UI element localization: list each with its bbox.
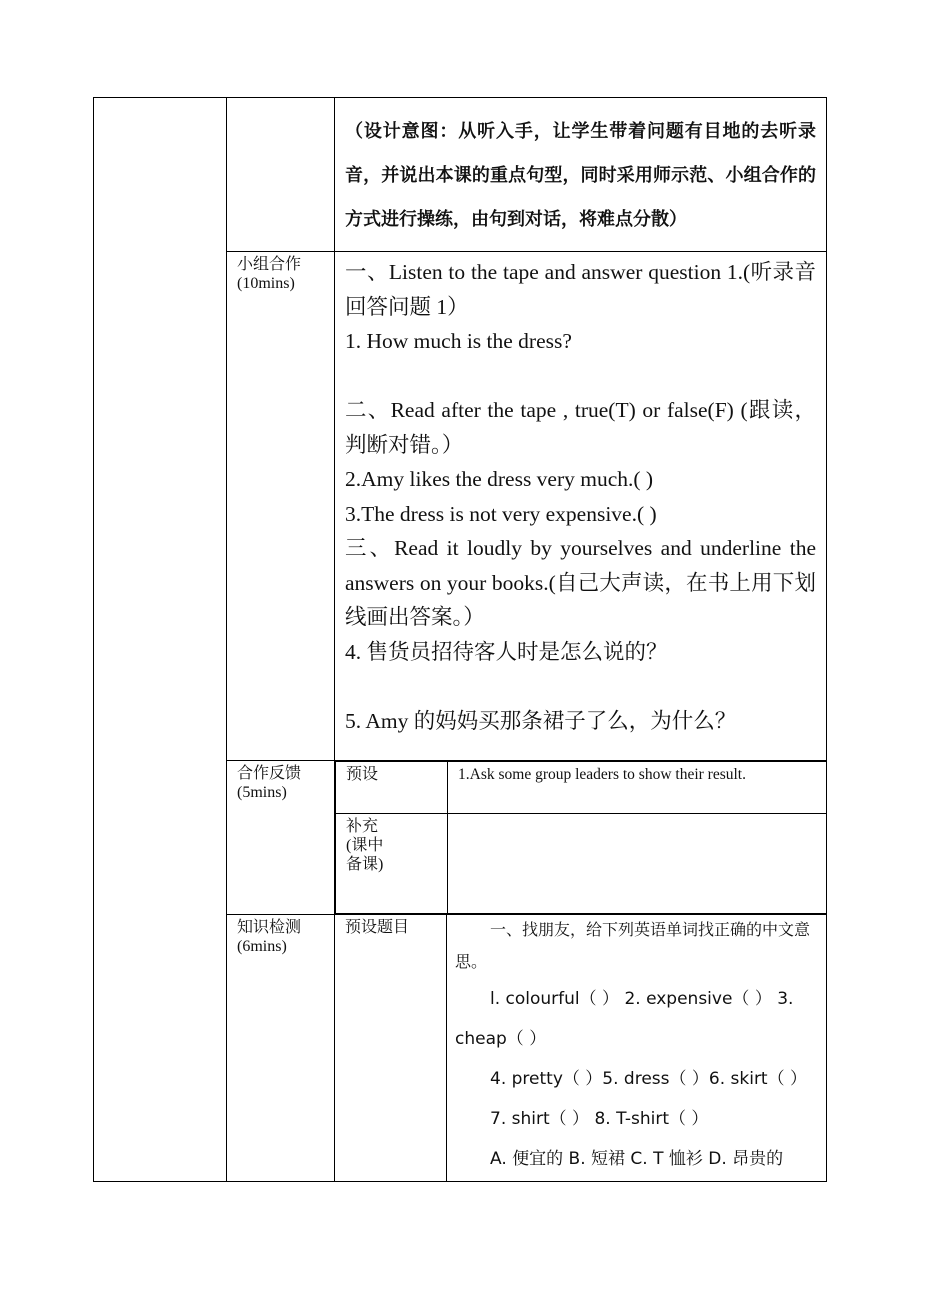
exercise-line-2: 4. pretty（ ）5. dress（ ）6. skirt（ ） — [490, 1069, 807, 1089]
question-4: 4. 售货员招待客人时是怎么说的？ — [345, 639, 668, 664]
exercise-line-4: A. 便宜的 B. 短裙 C. T 恤衫 D. 昂贵的 — [490, 1149, 784, 1169]
task-2-instruction: 二、Read after the tape , true(T) or false(F) (跟读，判断对错。） — [345, 398, 816, 457]
exercise-line-3: 7. shirt（ ） 8. T-shirt（ ） — [490, 1109, 709, 1129]
exercise-line-1: l. colourful（ ） 2. expensive（ ） 3. cheap（ ） — [455, 989, 794, 1049]
check-label: 知识检测 — [237, 919, 302, 936]
feedback-supplement-content — [448, 814, 827, 914]
feedback-preset-text: 1.Ask some group leaders to show their result. — [448, 762, 827, 814]
feedback-time: (5mins) — [237, 784, 287, 801]
task-1-instruction: 一、Listen to the tape and answer question 1.(听录音回答问题 1） — [345, 260, 816, 319]
question-3: 3.The dress is not very expensive.( ) — [345, 501, 657, 526]
group-work-label: 小组合作 — [237, 256, 302, 273]
group-work-label-cell — [227, 252, 335, 761]
feedback-subtable — [335, 761, 827, 914]
check-exercise — [447, 915, 827, 1182]
design-intent: （设计意图：从听入手，让学生带着问题有目地的去听录音，并说出本课的重点句型，同时采用师示范、小组合作的方式进行操练，由句到对话，将难点分散） — [335, 98, 827, 252]
check-label-cell — [227, 915, 335, 1182]
exercise-intro: 一、找朋友，给下列英语单词找正确的中文意思。 — [455, 922, 811, 971]
question-5: 5. Amy 的妈妈买那条裙子了么，为什么？ — [345, 708, 737, 733]
question-2: 2.Amy likes the dress very much.( ) — [345, 467, 654, 491]
group-work-content — [335, 252, 827, 761]
empty-cell — [227, 98, 335, 252]
task-3-instruction: 三、Read it loudly by yourselves and underline the answers on your books.(自己大声读，在书上用下划线画出答案。） — [345, 536, 816, 629]
feedback-preset-label: 预设 — [336, 762, 448, 814]
check-time: (6mins) — [237, 938, 287, 955]
group-work-time: (10mins) — [237, 275, 295, 292]
feedback-supplement-label: 补充 (课中 备课) — [336, 814, 448, 914]
stage-column-cell — [94, 98, 227, 1182]
feedback-label-cell — [227, 761, 335, 915]
feedback-label: 合作反馈 — [237, 765, 302, 782]
lesson-plan-table — [93, 97, 827, 1182]
question-1: 1. How much is the dress? — [345, 329, 572, 353]
check-preset-label: 预设题目 — [335, 915, 447, 1182]
